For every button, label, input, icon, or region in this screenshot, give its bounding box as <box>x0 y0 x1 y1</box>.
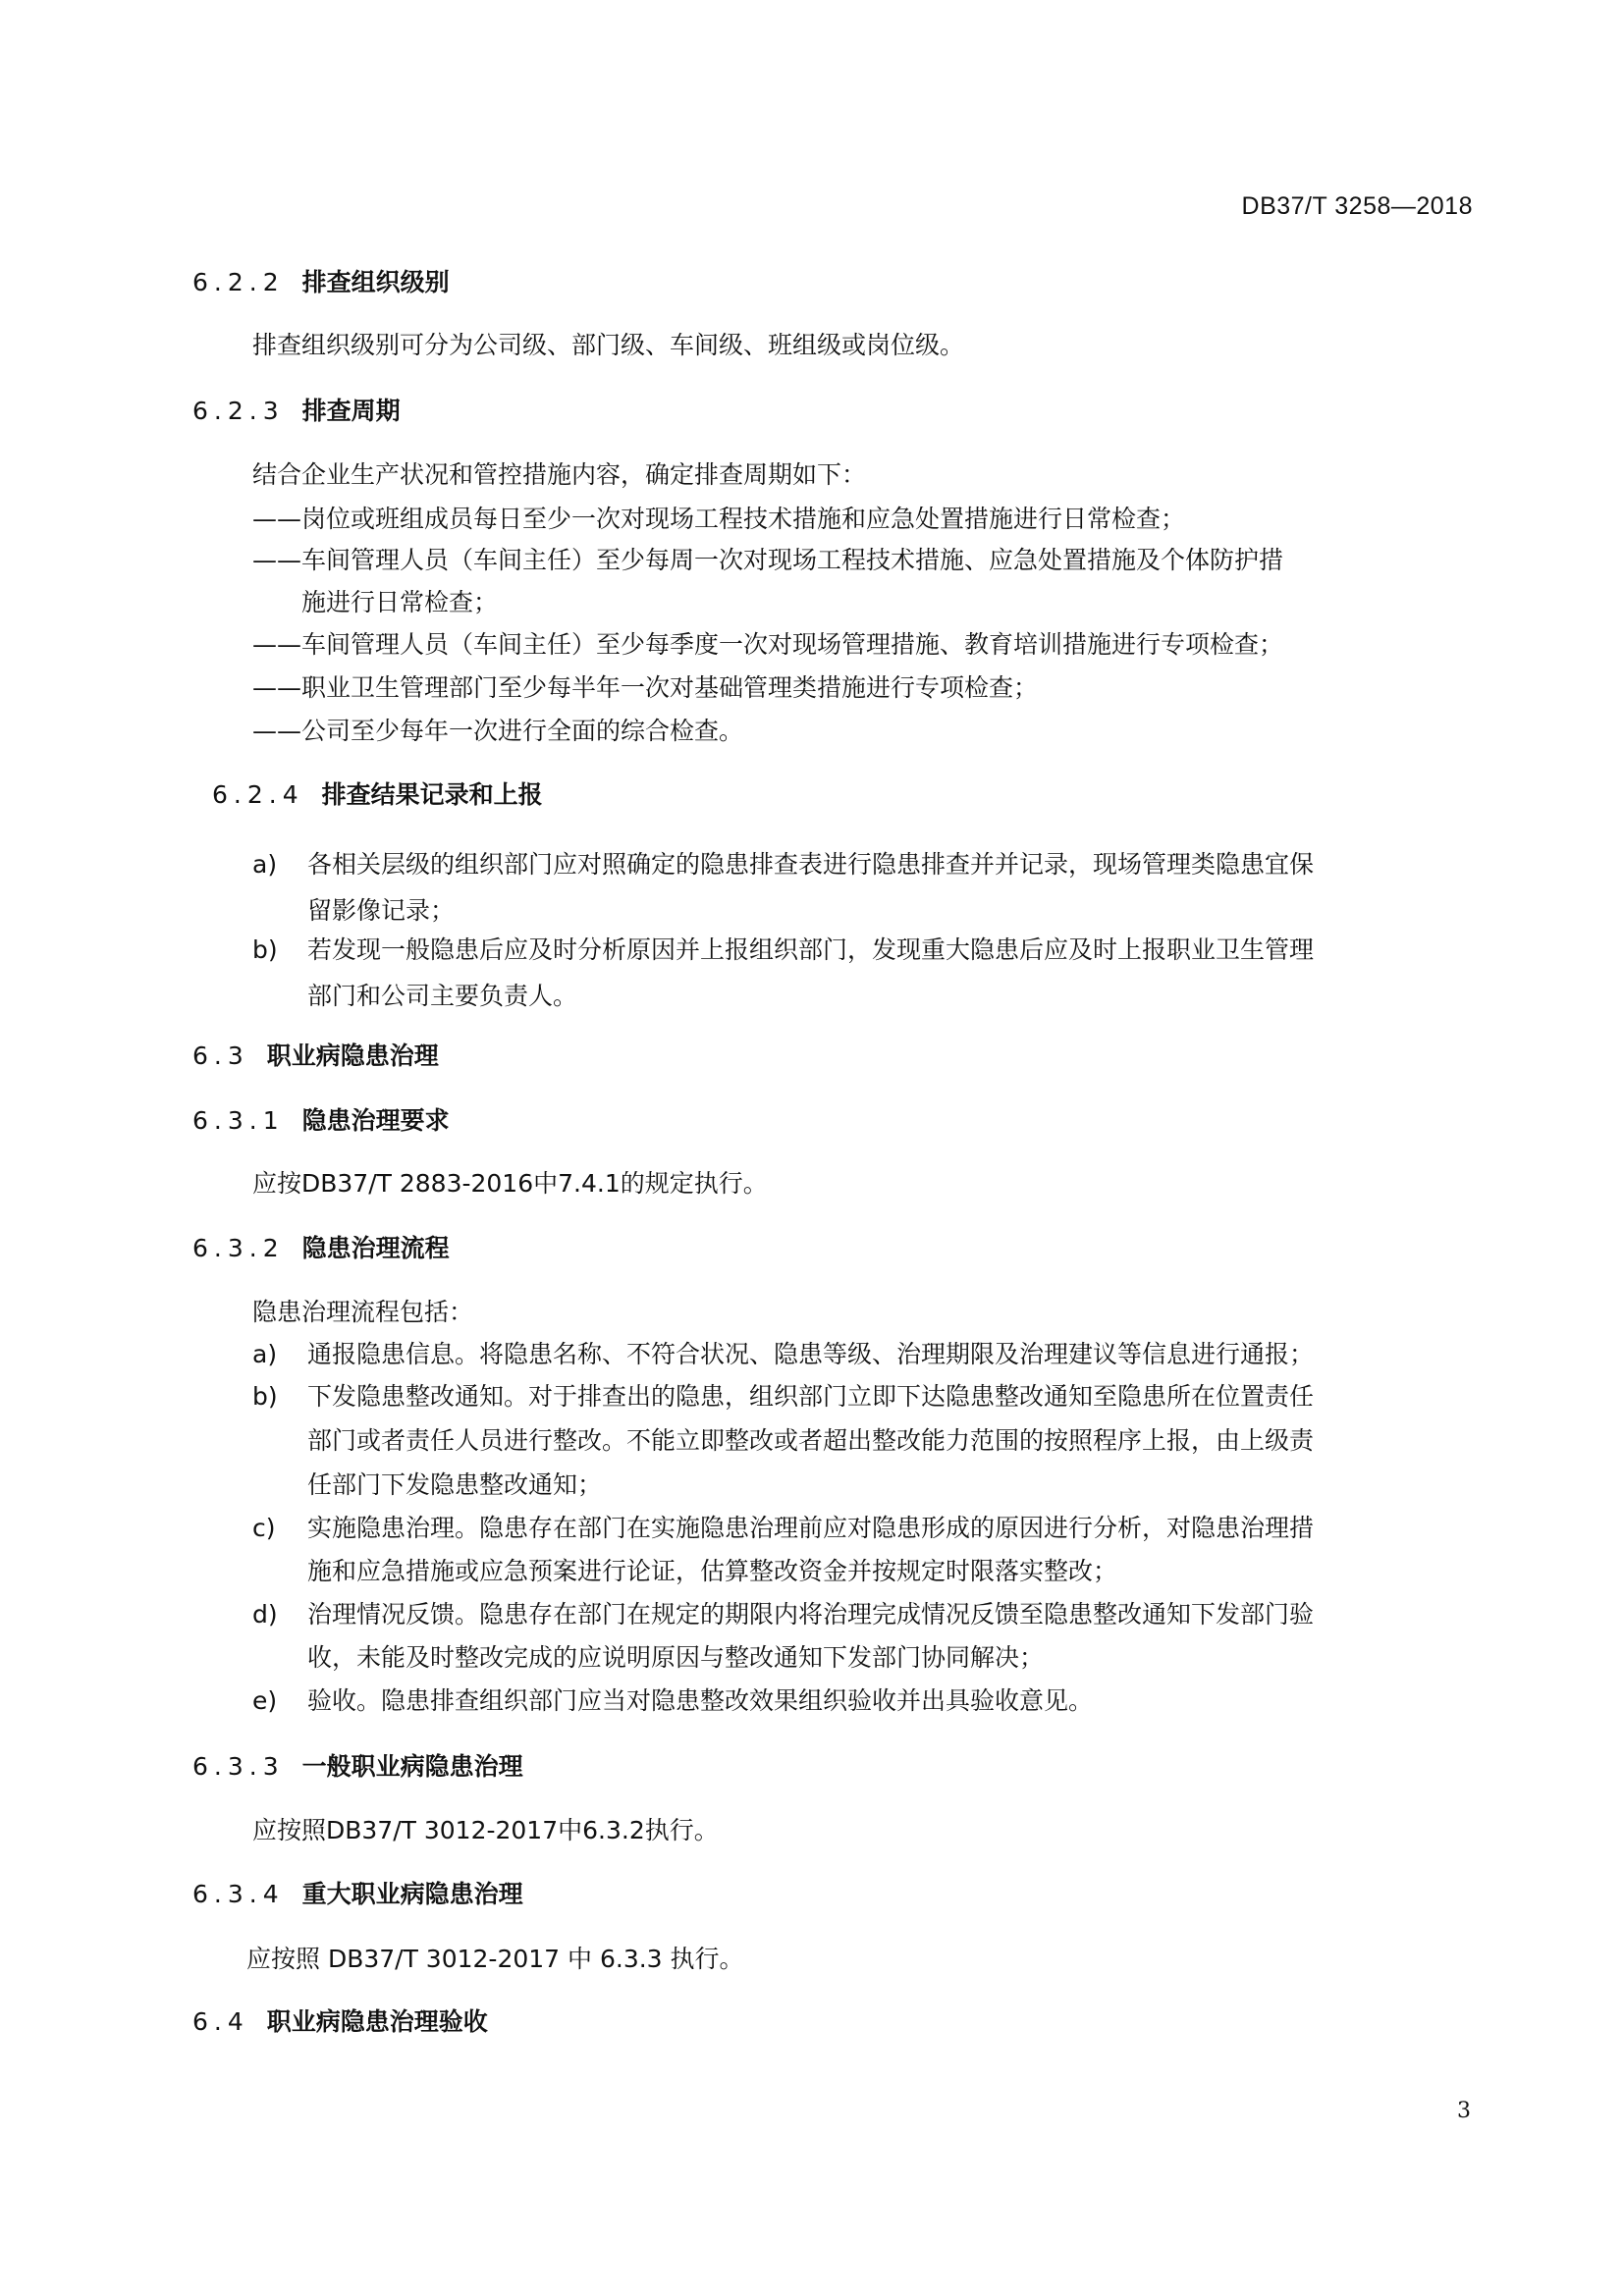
section-title: 排查组织级别 <box>301 268 450 296</box>
section-title: 一般职业病隐患治理 <box>301 1752 523 1781</box>
dash-list-item <box>252 537 1283 583</box>
list-text-continuation: 施进行日常检查； <box>301 588 499 616</box>
list-text-continuation: 留影像记录； <box>307 896 456 925</box>
section-heading-6-3-3 <box>192 1747 523 1783</box>
dash-list-item <box>252 708 743 754</box>
document-code: DB37/T 3258—2018 <box>1241 192 1473 220</box>
section-title: 隐患治理要求 <box>301 1106 450 1135</box>
section-number: 6.3.1 <box>192 1106 285 1135</box>
section-title: 排查周期 <box>301 397 401 425</box>
section-title: 职业病隐患治理 <box>266 1041 439 1070</box>
list-text: 实施隐患治理。隐患存在部门在实施隐患治理前应对隐患形成的原因进行分析，对隐患治理措 <box>307 1514 1315 1542</box>
list-marker: b) <box>252 1382 278 1411</box>
section-title: 隐患治理流程 <box>301 1234 450 1262</box>
section-number: 6.2.3 <box>192 397 285 425</box>
list-marker: b) <box>252 935 278 964</box>
section-number: 6.4 <box>192 2007 249 2036</box>
section-heading-6-2-3 <box>192 392 401 427</box>
section-heading-6-2-2 <box>192 263 450 298</box>
paragraph: 结合企业生产状况和管控措施内容，确定排查周期如下： <box>252 460 867 489</box>
list-text-continuation: 部门和公司主要负责人。 <box>307 982 578 1010</box>
list-text: 公司至少每年一次进行全面的综合检查。 <box>301 717 744 745</box>
section-heading-6-3-4 <box>192 1875 523 1910</box>
list-text: 下发隐患整改通知。对于排查出的隐患，组织部门立即下达隐患整改通知至隐患所在位置责任 <box>307 1382 1315 1411</box>
list-text: 治理情况反馈。隐患存在部门在规定的期限内将治理完成情况反馈至隐患整改通知下发部门验 <box>307 1600 1315 1629</box>
dash-mark: —— <box>252 717 301 745</box>
list-text: 验收。隐患排查组织部门应当对隐患整改效果组织验收并出具验收意见。 <box>307 1686 1094 1715</box>
section-heading-6-3-1 <box>192 1101 450 1137</box>
paragraph: 应按照DB37/T 3012-2017中6.3.2执行。 <box>252 1816 719 1844</box>
paragraph: 应按照 DB37/T 3012-2017 中 6.3.3 执行。 <box>246 1945 744 1973</box>
list-text: 车间管理人员（车间主任）至少每周一次对现场工程技术措施、应急处置措施及个体防护措 <box>301 546 1284 574</box>
list-marker: d) <box>252 1600 278 1629</box>
section-number: 6.3.4 <box>192 1880 285 1908</box>
page-number: 3 <box>1457 2099 1471 2123</box>
section-number: 6.2.2 <box>192 268 285 296</box>
section-number: 6.3 <box>192 1041 249 1070</box>
section-heading-6-3 <box>192 1037 439 1072</box>
section-title: 排查结果记录和上报 <box>321 780 543 809</box>
list-text: 通报隐患信息。将隐患名称、不符合状况、隐患等级、治理期限及治理建议等信息进行通报； <box>307 1340 1315 1368</box>
dash-mark: —— <box>252 546 301 574</box>
section-number: 6.3.3 <box>192 1752 285 1781</box>
section-heading-6-2-4 <box>212 775 543 811</box>
list-marker: a) <box>252 850 278 879</box>
list-text: 车间管理人员（车间主任）至少每季度一次对现场管理措施、教育培训措施进行专项检查； <box>301 630 1284 659</box>
list-text-continuation: 部门或者责任人员进行整改。不能立即整改或者超出整改能力范围的按照程序上报，由上级责 <box>307 1426 1315 1455</box>
list-text-continuation: 任部门下发隐患整改通知； <box>307 1470 603 1499</box>
dash-mark: —— <box>252 673 301 702</box>
list-text: 岗位或班组成员每日至少一次对现场工程技术措施和应急处置措施进行日常检查； <box>301 505 1186 533</box>
section-number: 6.2.4 <box>212 780 304 809</box>
list-text: 若发现一般隐患后应及时分析原因并上报组织部门，发现重大隐患后应及时上报职业卫生管理 <box>307 935 1315 964</box>
list-marker: e) <box>252 1686 278 1715</box>
dash-list-item <box>252 621 1283 667</box>
paragraph: 应按DB37/T 2883-2016中7.4.1的规定执行。 <box>252 1169 768 1198</box>
section-number: 6.3.2 <box>192 1234 285 1262</box>
list-text: 职业卫生管理部门至少每半年一次对基础管理类措施进行专项检查； <box>301 673 1039 702</box>
section-heading-6-3-2 <box>192 1229 450 1264</box>
section-title: 重大职业病隐患治理 <box>301 1880 523 1908</box>
list-text-continuation: 施和应急措施或应急预案进行论证，估算整改资金并按规定时限落实整改； <box>307 1557 1118 1585</box>
paragraph: 排查组织级别可分为公司级、部门级、车间级、班组级或岗位级。 <box>252 331 965 359</box>
paragraph: 隐患治理流程包括： <box>252 1298 474 1326</box>
list-text-continuation: 收，未能及时整改完成的应说明原因与整改通知下发部门协同解决； <box>307 1643 1045 1672</box>
dash-list-item <box>252 496 1185 542</box>
dash-mark: —— <box>252 505 301 533</box>
list-marker: c) <box>252 1514 276 1542</box>
section-heading-6-4 <box>192 2002 488 2038</box>
list-text: 各相关层级的组织部门应对照确定的隐患排查表进行隐患排查并并记录，现场管理类隐患宜保 <box>307 850 1315 879</box>
dash-list-item <box>252 665 1038 711</box>
dash-mark: —— <box>252 630 301 659</box>
section-title: 职业病隐患治理验收 <box>266 2007 488 2036</box>
list-marker: a) <box>252 1340 278 1368</box>
